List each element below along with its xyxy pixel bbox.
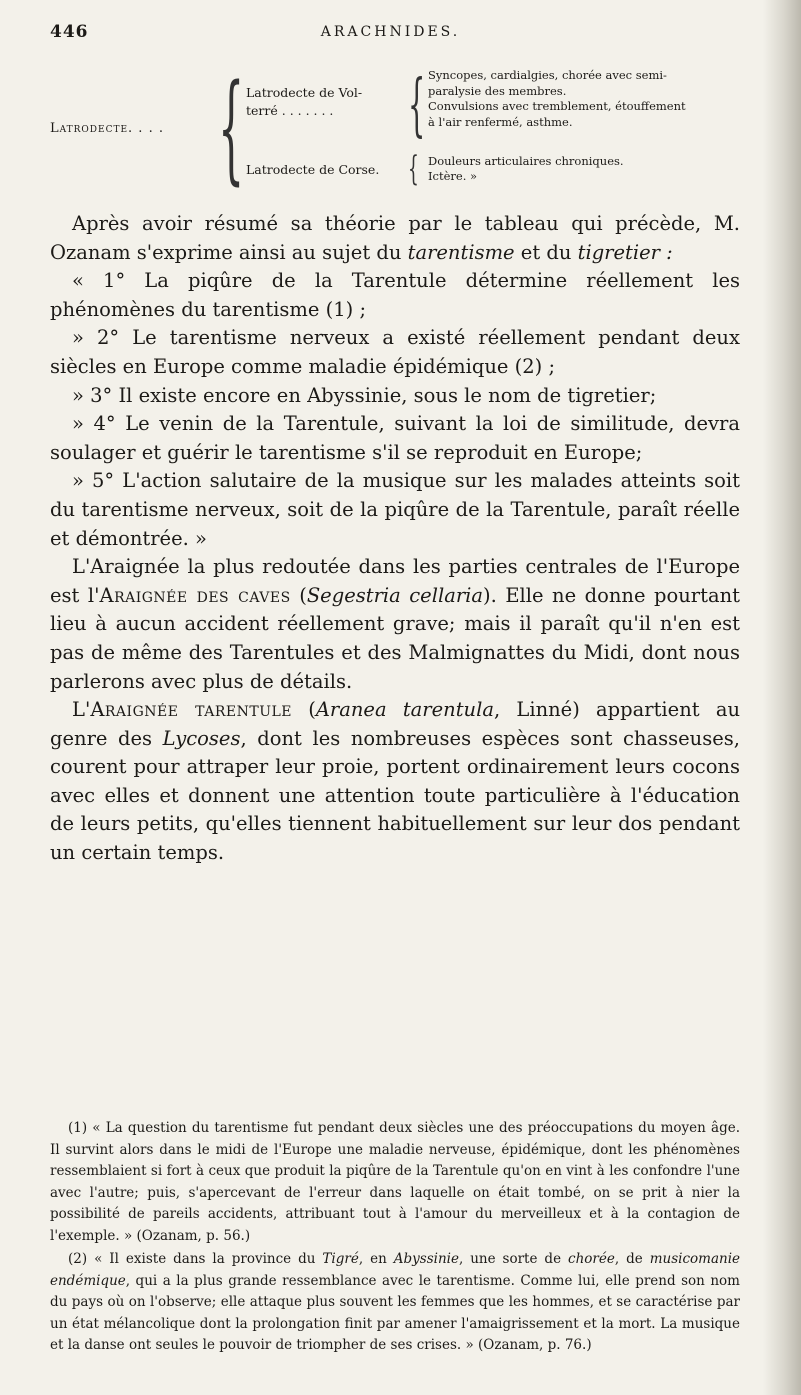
footnotes xyxy=(50,1118,740,1357)
page-number: 446 xyxy=(50,22,89,42)
paragraph: » 4° Le venin de la Tarentule, suivant la loi de similitude, devra soulager et guérir le tarentisme s'il se reproduit en Europe; xyxy=(50,412,740,464)
paragraph: » 5° L'action salutaire de la musique sur les malades atteints soit du tarentisme nerveux, soit de la piqûre de la Tarentule, paraît réelle et démontrée. » xyxy=(50,469,740,550)
body-text xyxy=(50,210,740,868)
footnote-1: (1) « La question du tarentisme fut pendant deux siècles une des préoccupations du moyen âge. Il survint alors dans le midi de l'Europe une maladie nerveuse, épidémique, dont les phénomènes ressemblaient si fort à ceux que produit la piqûre de la Tarentule qu'on en vint à les confondre l'une avec l'autre; puis, s'apercevant de l'erreur dans laquelle on était tombé, on se prit à nier la possibilité de pareils accidents, attribuant tout à l'amour du merveilleux et à la contagion de l'exemple. » (Ozanam, p. 56.) xyxy=(50,1120,740,1244)
footnote-2: (2) « Il existe dans la province du Tigré, en Abyssinie, une sorte de chorée, de musicomanie endémique, qui a la plus grande ressemblance avec le tarentisme. Comme lui, elle prend son nom du pays où on l'observe; elle attaque plus souvent les femmes que les hommes, et se caractérise par un état mélancolique dont la prolongation finit par amener l'amaigrissement et la mort. La musique et la danse ont seules le pouvoir de triompher de ses crises. » (Ozanam, p. 76.) xyxy=(50,1251,740,1353)
page-header xyxy=(50,22,731,46)
species-volterra: Latrodecte de Vol- terré . . . . . . . xyxy=(246,85,363,118)
species-corse: Latrodecte de Corse. xyxy=(246,162,380,177)
running-head: ARACHNIDES. xyxy=(320,24,461,40)
paragraph: « 1° La piqûre de la Tarentule détermine réellement les phénomènes du tarentisme (1) ; xyxy=(50,269,740,321)
page-edge-shadow xyxy=(763,0,801,1395)
paragraph: L'Araignée tarentule (Aranea tarentula, Linné) appartient au genre des Lycoses, dont les nombreuses espèces sont chasseuses, courent pour attraper leur proie, portent ordinairement leurs cocons avec elles et donnent une attention toute particulière à l'éducation de leurs petits, qu'elles tiennent habituellement sur leur dos pendant un certain temps. xyxy=(50,698,740,865)
genus-label: Latrodecte. . . . xyxy=(50,121,164,136)
effects-corse: Douleurs articulaires chroniques. Ictère. » xyxy=(428,154,624,183)
brace-icon: { xyxy=(408,66,426,145)
paragraph: Après avoir résumé sa théorie par le tableau qui précède, M. Ozanam s'exprime ainsi au sujet du tarentisme et du tigretier : xyxy=(50,212,740,264)
brace-icon: { xyxy=(218,58,245,196)
brace-icon: { xyxy=(408,149,419,189)
paragraph: » 2° Le tarentisme nerveux a existé réellement pendant deux siècles en Europe comme maladie épidémique (2) ; xyxy=(50,326,740,378)
effects-volterra: Syncopes, cardialgies, chorée avec semi- paralysie des membres. Convulsions avec tremblement, étouffement à l'air renfermé, asthme. xyxy=(428,68,686,129)
paragraph: » 3° Il existe encore en Abyssinie, sous le nom de tigretier; xyxy=(72,383,657,407)
paragraph: L'Araignée la plus redoutée dans les parties centrales de l'Europe est l'Araignée des caves (Segestria cellaria). Elle ne donne pourtant lieu à aucun accident réellement grave; mais il paraît qu'il n'en est pas de même des Tarentules et des Malmignattes du Midi, dont nous parlerons avec plus de détails. xyxy=(50,555,740,693)
classification-table xyxy=(50,58,740,196)
